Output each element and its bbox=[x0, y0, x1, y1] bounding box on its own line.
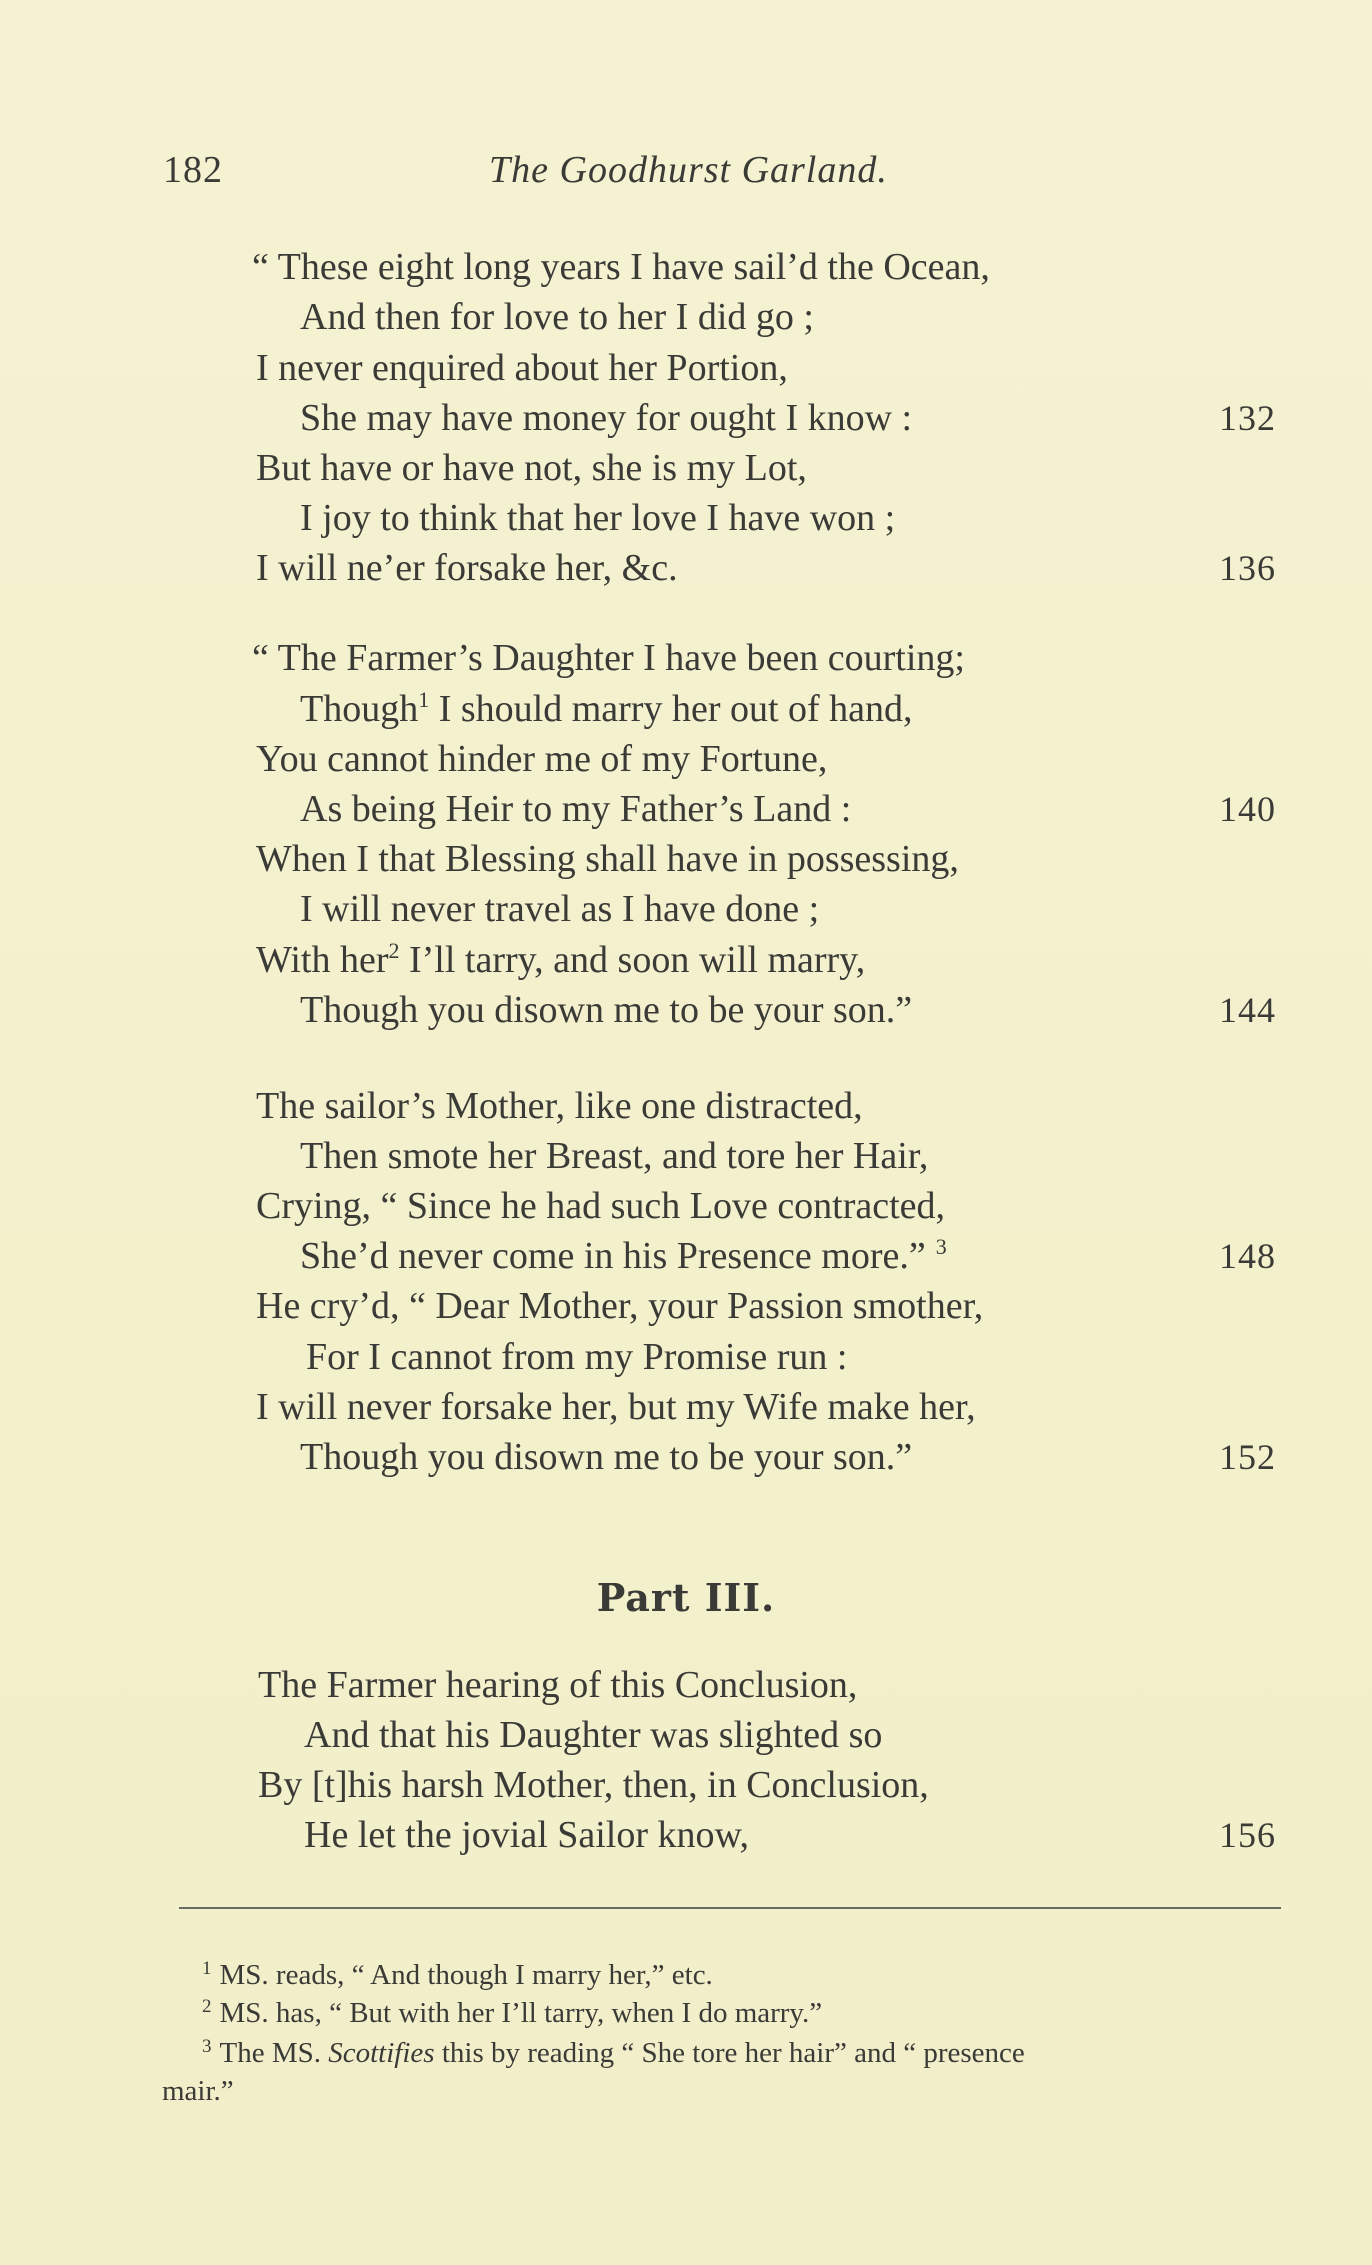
line-text: I never enquired about her Portion, bbox=[256, 347, 788, 389]
line-text-end: I should marry her out of hand, bbox=[429, 688, 913, 730]
line-number: 144 bbox=[1219, 990, 1276, 1030]
line-number: 132 bbox=[1219, 398, 1276, 438]
line-text: “ The Farmer’s Daughter I have been courting; bbox=[252, 637, 965, 679]
line-number: 148 bbox=[1219, 1236, 1276, 1276]
footnote-italic: Scottifies bbox=[328, 2037, 435, 2069]
page-header bbox=[163, 148, 963, 198]
footnote-text-end: this by reading “ She tore her hair” and “ presence bbox=[434, 2037, 1025, 2069]
line-text: But have or have not, she is my Lot, bbox=[256, 447, 807, 489]
line-text: Though you disown me to be your son.” bbox=[300, 1436, 913, 1478]
line-text: You cannot hinder me of my Fortune, bbox=[256, 738, 828, 780]
page-number: 182 bbox=[163, 149, 223, 191]
line-text-start: She’d never come in his Presence more.” bbox=[300, 1235, 926, 1277]
line-number: 136 bbox=[1219, 548, 1276, 588]
line-number: 140 bbox=[1219, 789, 1276, 829]
footnote-text: MS. reads, “ And though I marry her,” etc. bbox=[219, 1959, 713, 1991]
line-text: He let the jovial Sailor know, bbox=[304, 1814, 749, 1856]
footnote-text: MS. has, “ But with her I’ll tarry, when I do marry.” bbox=[219, 1997, 823, 2029]
footnote-ref: 1 bbox=[418, 687, 430, 712]
line-text: Though you disown me to be your son.” bbox=[300, 989, 913, 1031]
line-text: I joy to think that her love I have won ; bbox=[300, 497, 896, 539]
line-text bbox=[256, 935, 865, 985]
footnote-divider bbox=[179, 1907, 1281, 1909]
line-text: By [t]his harsh Mother, then, in Conclusion, bbox=[258, 1764, 929, 1806]
line-text-end: I’ll tarry, and soon will marry, bbox=[399, 939, 866, 981]
line-text bbox=[300, 684, 913, 734]
line-text: And then for love to her I did go ; bbox=[300, 296, 814, 338]
line-text: And that his Daughter was slighted so bbox=[304, 1714, 883, 1756]
line-text: I will never travel as I have done ; bbox=[300, 888, 820, 930]
line-text: I will never forsake her, but my Wife make her, bbox=[256, 1386, 976, 1428]
footnote-continuation bbox=[162, 2072, 234, 2110]
footnote bbox=[202, 2034, 1025, 2072]
line-text bbox=[300, 1231, 947, 1281]
line-text: As being Heir to my Father’s Land : bbox=[300, 788, 852, 830]
line-text: The sailor’s Mother, like one distracted, bbox=[256, 1085, 863, 1127]
line-text: Crying, “ Since he had such Love contracted, bbox=[256, 1185, 946, 1227]
line-text: She may have money for ought I know : bbox=[300, 397, 913, 439]
line-number: 156 bbox=[1219, 1815, 1276, 1855]
footnote-ref: 3 bbox=[935, 1234, 947, 1259]
footnote-mark: 1 bbox=[202, 1958, 212, 1979]
footnote-mark: 3 bbox=[202, 2036, 212, 2057]
line-text-start: Though bbox=[300, 688, 419, 730]
footnote bbox=[202, 1994, 822, 2032]
line-text: Then smote her Breast, and tore her Hair, bbox=[300, 1135, 929, 1177]
line-number: 152 bbox=[1219, 1437, 1276, 1477]
section-heading: Part III. bbox=[596, 1575, 776, 1620]
line-text-start: With her bbox=[256, 939, 389, 981]
line-text: When I that Blessing shall have in possessing, bbox=[256, 838, 959, 880]
line-text: For I cannot from my Promise run : bbox=[306, 1336, 848, 1378]
line-text: He cry’d, “ Dear Mother, your Passion smother, bbox=[256, 1285, 984, 1327]
line-text: “ These eight long years I have sail’d the Ocean, bbox=[252, 246, 990, 288]
footnote-text-start: The MS. bbox=[219, 2037, 329, 2069]
running-title: The Goodhurst Garland. bbox=[489, 149, 888, 191]
footnote bbox=[202, 1956, 713, 1994]
line-text: The Farmer hearing of this Conclusion, bbox=[258, 1664, 858, 1706]
footnote-mark: 2 bbox=[202, 1996, 212, 2017]
line-text: I will ne’er forsake her, &c. bbox=[256, 547, 678, 589]
footnote-text: mair.” bbox=[162, 2075, 234, 2107]
footnote-ref: 2 bbox=[388, 938, 400, 963]
